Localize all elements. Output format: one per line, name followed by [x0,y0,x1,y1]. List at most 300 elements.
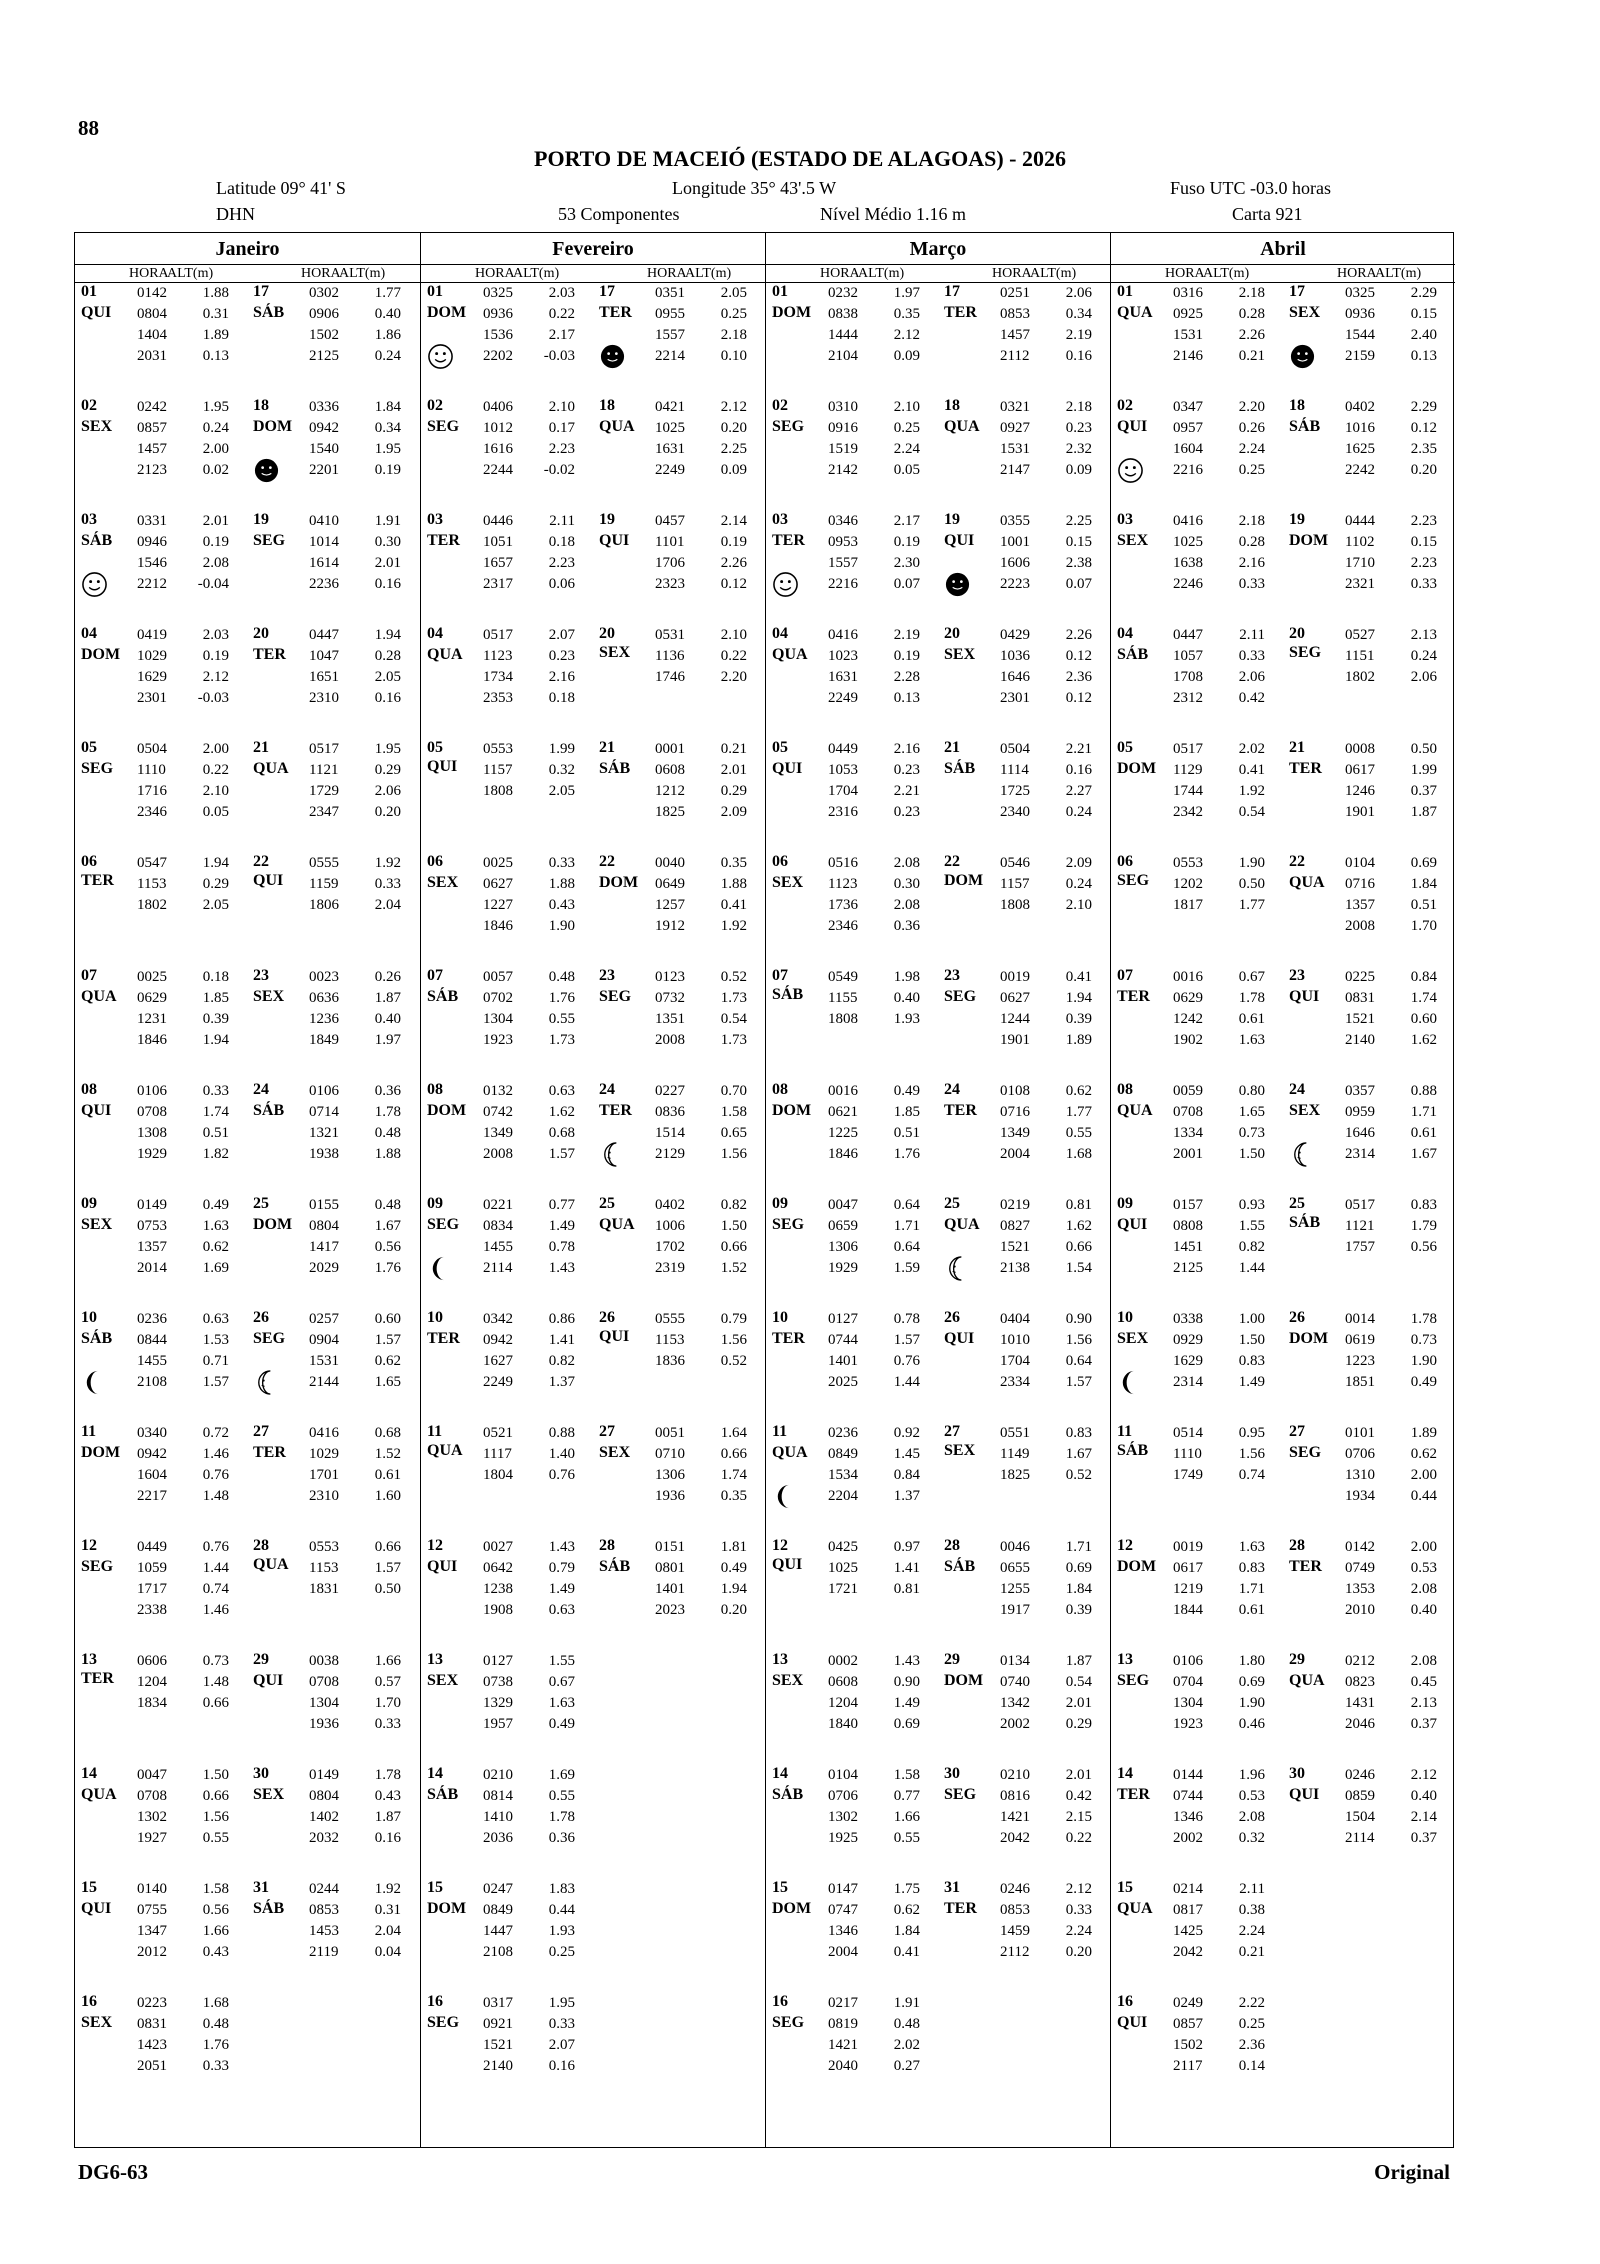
tide-row [828,1197,920,1214]
tide-row [309,1467,401,1484]
tide-row [309,1560,401,1577]
day-entry [253,1651,419,1761]
tide-height: 0.79 [720,1311,747,1327]
tide-time: 0346 [828,513,858,529]
tide-height: 1.78 [374,1767,401,1783]
tide-row [309,762,401,779]
tide-time: 1544 [1345,327,1375,343]
tide-height: 1.43 [893,1653,920,1669]
tide-height: 0.04 [374,1944,401,1960]
full-moon-icon [1117,457,1144,484]
tide-row [1173,1425,1265,1442]
tide-height: 0.69 [1410,855,1437,871]
column-subheader [75,265,420,283]
tide-time: 0953 [828,534,858,550]
day-number: 03 [1117,511,1133,528]
tide-time: 2040 [828,2058,858,2074]
tide-time: 0504 [1000,741,1030,757]
weekday: SÁB [772,986,804,1003]
tide-row [828,1083,920,1100]
tide-time: 0853 [309,1902,339,1918]
tide-time: 1006 [655,1218,685,1234]
day-entry [599,283,765,393]
tide-height: 0.31 [374,1902,401,1918]
tide-time: 0904 [309,1332,339,1348]
day-number: 31 [253,1879,269,1896]
tide-height: 1.89 [1065,1032,1092,1048]
tide-row [309,669,401,686]
tide-height: 1.92 [720,918,747,934]
page-title: PORTO DE MACEIÓ (ESTADO DE ALAGOAS) - 2026 [534,146,1066,171]
weekday: QUA [1289,1672,1325,1689]
day-entry [427,1879,593,1989]
tide-height: 2.14 [1410,1809,1437,1825]
tide-time: 0708 [309,1674,339,1690]
day-entry [253,853,419,963]
tide-row [828,690,920,707]
tide-row [1345,327,1437,344]
tide-height: 0.24 [1065,804,1092,820]
new-moon-icon [1289,343,1316,370]
tide-row [1173,2037,1265,2054]
tide-height: 1.62 [1065,1218,1092,1234]
day-entry [253,397,419,507]
tide-height: 0.18 [202,969,229,985]
tide-height: 0.62 [202,1239,229,1255]
tide-row [1345,1581,1437,1598]
tide-row [483,555,575,572]
tide-row [309,1032,401,1049]
tide-time: 0714 [309,1104,339,1120]
weekday: DOM [81,646,121,663]
day-number: 10 [427,1309,443,1326]
tide-row [1345,804,1437,821]
tide-row [655,513,747,530]
tide-row [1000,1923,1092,1940]
tide-time: 1625 [1345,441,1375,457]
day-number: 14 [81,1765,97,1782]
day-number: 12 [772,1537,788,1554]
tide-time: 1849 [309,1032,339,1048]
tide-height: 0.21 [1238,348,1265,364]
tide-row [137,1767,229,1784]
tide-row [828,441,920,458]
tide-row [1000,690,1092,707]
tide-row [828,1260,920,1277]
tide-row [137,327,229,344]
tide-row [309,969,401,986]
tide-row [309,285,401,302]
tide-height: 0.48 [548,969,575,985]
tide-height: 0.50 [1410,741,1437,757]
tide-row [1000,441,1092,458]
tide-height: 0.12 [1065,690,1092,706]
tide-height: 1.45 [893,1446,920,1462]
tide-height: 0.81 [1065,1197,1092,1213]
weekday: SEG [81,1558,114,1575]
tide-row [1173,1011,1265,1028]
tide-height: 0.77 [548,1197,575,1213]
weekday: SEG [81,760,114,777]
tide-height: 2.08 [1410,1653,1437,1669]
tide-row [1345,783,1437,800]
weekday: SEX [599,644,631,661]
tide-row [655,669,747,686]
day-entry [253,1537,419,1647]
tide-row [1345,1830,1437,1847]
tide-row [1345,990,1437,1007]
tide-time: 2312 [1173,690,1203,706]
tide-row [137,2016,229,2033]
tide-row [483,348,575,365]
tide-row [1173,1239,1265,1256]
tide-height: 2.27 [1065,783,1092,799]
tide-time: 1346 [1173,1809,1203,1825]
tide-time: 2104 [828,348,858,364]
tide-height: 1.74 [202,1104,229,1120]
tide-height: 0.62 [1065,1083,1092,1099]
tide-row [483,669,575,686]
tide-height: 1.93 [548,1923,575,1939]
day-number: 22 [944,853,960,870]
tide-row [137,1332,229,1349]
day-number: 30 [1289,1765,1305,1782]
tide-time: 1534 [828,1467,858,1483]
day-number: 11 [81,1423,97,1440]
tide-height: 0.54 [1065,1674,1092,1690]
weekday: TER [1117,988,1150,1005]
tide-height: 0.13 [893,690,920,706]
day-number: 13 [772,1651,788,1668]
tide-row [309,1539,401,1556]
tide-row [655,876,747,893]
tide-row [1000,1332,1092,1349]
tide-height: 0.80 [1238,1083,1265,1099]
tide-row [483,576,575,593]
tide-time: 2140 [483,2058,513,2074]
tide-row [1345,285,1437,302]
day-entry [599,1195,765,1305]
tide-time: 2353 [483,690,513,706]
day-entry [1117,1879,1283,1989]
day-entry [253,739,419,849]
tide-time: 0325 [483,285,513,301]
day-number: 05 [1117,739,1133,756]
tide-time: 2117 [1173,2058,1203,2074]
tide-height: 1.57 [374,1560,401,1576]
tide-row [1173,876,1265,893]
tide-height: 0.54 [1238,804,1265,820]
tide-time: 0132 [483,1083,513,1099]
tide-row [655,555,747,572]
tide-row [137,1083,229,1100]
tide-row [1000,1104,1092,1121]
tide-time: 2323 [655,576,685,592]
tide-row [1000,399,1092,416]
tide-row [828,783,920,800]
tide-height: 0.26 [1238,420,1265,436]
tide-time: 1444 [828,327,858,343]
tide-row [483,1332,575,1349]
tide-row [483,690,575,707]
tide-time: 2212 [137,576,167,592]
tide-height: 0.19 [893,648,920,664]
tide-row [309,855,401,872]
tide-time: 2201 [309,462,339,478]
tide-height: 0.90 [893,1674,920,1690]
tide-time: 0108 [1000,1083,1030,1099]
tide-row [655,1197,747,1214]
tide-height: 0.61 [374,1467,401,1483]
day-entry [944,1765,1110,1875]
tide-time: 0706 [828,1788,858,1804]
tide-row [1000,855,1092,872]
tide-time: 0340 [137,1425,167,1441]
tide-time: 1351 [655,1011,685,1027]
full-moon-icon [427,343,454,370]
day-number: 03 [427,511,443,528]
tide-height: 1.62 [1410,1032,1437,1048]
tide-time: 0047 [828,1197,858,1213]
weekday: QUA [81,1786,117,1803]
tide-time: 1901 [1345,804,1375,820]
tide-row [655,285,747,302]
tide-time: 0251 [1000,285,1030,301]
tide-height: 0.50 [1238,876,1265,892]
tide-time: 1744 [1173,783,1203,799]
tide-time: 0410 [309,513,339,529]
day-number: 15 [427,1879,443,1896]
tide-height: 0.60 [374,1311,401,1327]
tide-time: 1710 [1345,555,1375,571]
day-number: 02 [427,397,443,414]
tide-height: 0.56 [1410,1239,1437,1255]
tide-height: 2.07 [548,2037,575,2053]
tide-height: 0.42 [1238,690,1265,706]
tide-row [1173,1581,1265,1598]
tide-row [828,1830,920,1847]
tide-row [828,1239,920,1256]
weekday: QUI [599,1328,630,1345]
weekday: SÁB [253,304,285,321]
tide-time: 1627 [483,1353,513,1369]
tide-time: 0608 [655,762,685,778]
tide-height: 0.78 [548,1239,575,1255]
first-quarter-moon-icon [1289,1141,1316,1168]
tide-row [1345,1083,1437,1100]
weekday: SEG [427,2014,460,2031]
tide-row [309,534,401,551]
tide-row [655,990,747,1007]
weekday: TER [944,1102,977,1119]
tide-time: 0606 [137,1653,167,1669]
tide-height: 2.26 [1238,327,1265,343]
tide-height: 0.67 [1238,969,1265,985]
weekday: QUA [427,646,463,663]
tide-time: 2159 [1345,348,1375,364]
tide-height: 1.80 [1238,1653,1265,1669]
day-entry [1289,1423,1455,1533]
tide-height: 0.33 [374,876,401,892]
weekday: DOM [1117,760,1157,777]
day-number: 11 [427,1423,443,1440]
tide-row [1173,1881,1265,1898]
tide-row [483,2037,575,2054]
tide-row [483,1197,575,1214]
tide-time: 1531 [1173,327,1203,343]
day-entry [427,625,593,735]
tide-row [655,648,747,665]
weekday: SÁB [772,1786,804,1803]
weekday: QUI [427,1558,458,1575]
longitude: Longitude 35° 43'.5 W [672,178,837,198]
day-number: 18 [1289,397,1305,414]
day-entry [1117,739,1283,849]
tide-row [1345,1788,1437,1805]
weekday: SEX [1289,304,1321,321]
tide-row [655,897,747,914]
tide-row [483,1809,575,1826]
tide-height: 0.95 [1238,1425,1265,1441]
tide-time: 0127 [483,1653,513,1669]
tide-time: 1757 [1345,1239,1375,1255]
day-number: 25 [253,1195,269,1212]
tide-height: 1.44 [202,1560,229,1576]
tide-time: 0001 [655,741,685,757]
tide-time: 1404 [137,327,167,343]
tide-height: 0.40 [374,1011,401,1027]
tide-height: 1.48 [202,1674,229,1690]
tide-height: 0.44 [548,1902,575,1918]
tide-time: 1802 [1345,669,1375,685]
tide-time: 1346 [828,1923,858,1939]
tide-row [1000,1032,1092,1049]
tide-row [309,1809,401,1826]
tide-row [1000,1239,1092,1256]
tide-row [309,1218,401,1235]
tide-height: 0.35 [893,306,920,322]
tide-row [309,1332,401,1349]
tide-time: 1729 [309,783,339,799]
tide-time: 1923 [1173,1716,1203,1732]
tide-height: 0.14 [1238,2058,1265,2074]
tide-time: 2108 [483,1944,513,1960]
day-entry [772,1423,938,1533]
day-number: 08 [772,1081,788,1098]
tide-time: 1012 [483,420,513,436]
tide-time: 0106 [137,1083,167,1099]
tide-height: 2.01 [1065,1695,1092,1711]
tide-time: 2031 [137,348,167,364]
tide-row [483,1653,575,1670]
tide-row [1173,1602,1265,1619]
day-entry [944,397,1110,507]
day-number: 28 [253,1537,269,1554]
tide-row [1345,1674,1437,1691]
tide-time: 2140 [1345,1032,1375,1048]
day-entry [427,1651,593,1761]
tide-time: 2002 [1173,1830,1203,1846]
day-number: 03 [81,511,97,528]
tide-height: 1.46 [202,1446,229,1462]
tide-time: 0708 [137,1788,167,1804]
tide-height: 0.25 [893,420,920,436]
tide-height: 0.25 [720,306,747,322]
day-number: 06 [1117,853,1133,870]
tide-row [655,1104,747,1121]
tide-height: 1.87 [1065,1653,1092,1669]
tide-row [137,513,229,530]
tide-time: 0246 [1000,1881,1030,1897]
tide-height: 0.49 [720,1560,747,1576]
tide-height: 1.89 [202,327,229,343]
tide-height: 0.22 [720,648,747,664]
weekday: SEG [1289,1444,1322,1461]
tide-height: 2.16 [893,741,920,757]
tide-time: 1153 [137,876,167,892]
tide-height: 2.09 [720,804,747,820]
tide-time: 1457 [137,441,167,457]
tide-time: 1546 [137,555,167,571]
tide-height: 0.48 [374,1125,401,1141]
tide-time: 0838 [828,306,858,322]
tide-row [137,1602,229,1619]
tide-row [137,399,229,416]
tide-time: 1802 [137,897,167,913]
tide-time: 0619 [1345,1332,1375,1348]
tide-row [1000,534,1092,551]
tide-row [1345,441,1437,458]
tide-height: 1.95 [202,399,229,415]
tide-height: 2.01 [720,762,747,778]
tide-time: 0425 [828,1539,858,1555]
tide-height: 2.23 [1410,555,1437,571]
tide-height: 2.14 [720,513,747,529]
tide-row [1173,2058,1265,2075]
tide-time: 1136 [655,648,685,664]
tide-row [828,1425,920,1442]
tide-height: 1.96 [1238,1767,1265,1783]
day-entry [944,967,1110,1077]
tide-height: 2.19 [893,627,920,643]
day-number: 08 [427,1081,443,1098]
tide-time: 1851 [1345,1374,1375,1390]
day-entry [81,1195,247,1305]
day-entry [772,1765,938,1875]
tide-row [1173,1995,1265,2012]
tide-height: 1.88 [720,876,747,892]
day-entry [81,739,247,849]
tide-time: 2051 [137,2058,167,2074]
tide-time: 0457 [655,513,685,529]
day-number: 19 [599,511,615,528]
tide-height: 1.67 [1065,1446,1092,1462]
tide-height: 0.33 [548,855,575,871]
tide-height: 0.67 [548,1674,575,1690]
last-quarter-moon-icon [1117,1369,1144,1396]
tide-time: 1047 [309,648,339,664]
weekday: QUA [1289,874,1325,891]
day-number: 04 [427,625,443,642]
tide-time: 0906 [309,306,339,322]
tide-row [655,462,747,479]
tide-height: 0.66 [202,1788,229,1804]
tide-time: 1702 [655,1239,685,1255]
tide-row [1345,1539,1437,1556]
tide-height: 2.01 [202,513,229,529]
tide-height: 2.05 [202,897,229,913]
day-number: 20 [1289,625,1305,642]
